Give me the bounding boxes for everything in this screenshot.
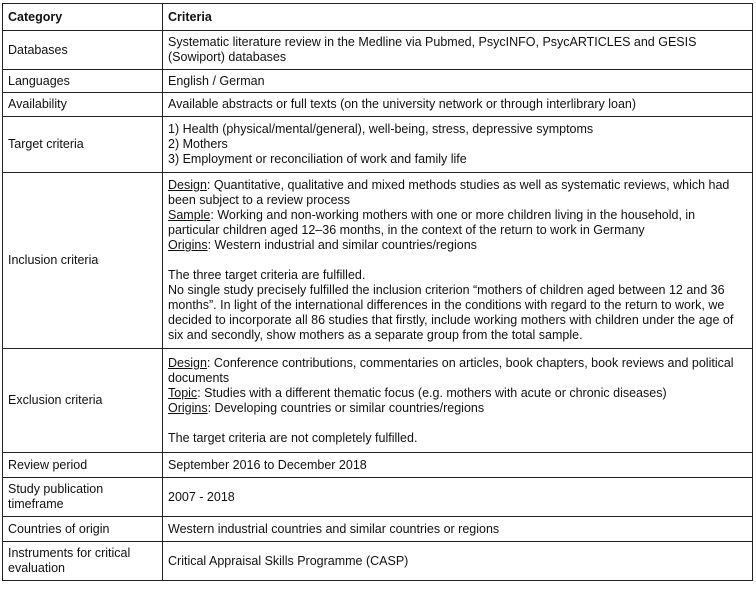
- table-row: [3, 517, 753, 542]
- header-category: Category: [3, 4, 163, 31]
- target-item: 3) Employment or reconciliation of work and family life: [168, 152, 467, 166]
- table-row: [3, 117, 753, 173]
- origins-label: Origins: [168, 400, 208, 415]
- origins-label: Origins: [168, 238, 208, 252]
- design-label: Design: [168, 178, 207, 192]
- table-row: [3, 93, 753, 117]
- inclusion-fulfilled: The three target criteria are fulfilled.: [168, 268, 366, 282]
- row-category: Target criteria: [3, 117, 163, 173]
- row-category: Inclusion criteria: [3, 173, 163, 349]
- spacer: [168, 416, 747, 431]
- table-row: [3, 349, 753, 453]
- table-row: [3, 478, 753, 517]
- row-criteria: 2007 - 2018: [163, 478, 753, 517]
- row-criteria: September 2016 to December 2018: [163, 453, 753, 478]
- header-criteria: Criteria: [163, 4, 753, 31]
- topic-text: : Studies with a different thematic focus (e.g. mothers with acute or chronic diseases): [197, 385, 667, 400]
- inclusion-origins: [168, 238, 747, 253]
- topic-label: Topic: [168, 385, 198, 400]
- origins-text: : Developing countries or similar countries/regions: [207, 400, 485, 415]
- row-category: Study publication timeframe: [3, 478, 163, 517]
- spacer: [168, 253, 747, 268]
- table-row: [3, 31, 753, 70]
- exclusion-topic: [168, 386, 747, 401]
- row-criteria: [163, 117, 753, 173]
- table-row: [3, 453, 753, 478]
- table-row: [3, 70, 753, 93]
- row-criteria: Systematic literature review in the Medline via Pubmed, PsycINFO, PsycARTICLES and GESIS (Sowiport) databases: [163, 31, 753, 70]
- origins-text: : Western industrial and similar countries/regions: [207, 238, 477, 252]
- row-criteria: Critical Appraisal Skills Programme (CASP): [163, 542, 753, 581]
- row-criteria: [163, 173, 753, 349]
- exclusion-design: [168, 356, 747, 386]
- row-criteria: [163, 349, 753, 453]
- inclusion-note: No single study precisely fulfilled the inclusion criterion “mothers of children aged between 12 and 36 months”. In light of the international differences in the conditions with regard to the return to work, we decided to incorporate all 86 studies that firstly, include working mothers with children under the age of six and secondly, show mothers as a separate group from the total sample.: [168, 283, 734, 342]
- row-category: Availability: [3, 93, 163, 117]
- table-row: [3, 173, 753, 349]
- exclusion-origins: [168, 401, 747, 416]
- design-text: : Conference contributions, commentaries on articles, book chapters, book reviews and political documents: [168, 355, 734, 385]
- row-category: Review period: [3, 453, 163, 478]
- row-category: Countries of origin: [3, 517, 163, 542]
- inclusion-sample: [168, 208, 747, 238]
- row-category: Databases: [3, 31, 163, 70]
- table-header-row: [3, 4, 753, 31]
- row-category: Instruments for critical evaluation: [3, 542, 163, 581]
- target-item: 1) Health (physical/mental/general), well-being, stress, depressive symptoms: [168, 122, 594, 136]
- target-item: 2) Mothers: [168, 137, 228, 151]
- design-text: : Quantitative, qualitative and mixed methods studies as well as systematic reviews, which had been subject to a review process: [168, 178, 730, 207]
- exclusion-not-fulfilled: The target criteria are not completely fulfilled.: [168, 430, 418, 445]
- sample-text: : Working and non-working mothers with one or more children living in the household, in particular children aged 12–36 months, in the context of the return to work in Germany: [168, 208, 696, 237]
- design-label: Design: [168, 355, 207, 370]
- row-category: Languages: [3, 70, 163, 93]
- row-category: Exclusion criteria: [3, 349, 163, 453]
- criteria-table: [2, 3, 753, 581]
- table-row: [3, 542, 753, 581]
- row-criteria: English / German: [163, 70, 753, 93]
- inclusion-design: [168, 178, 747, 208]
- row-criteria: Western industrial countries and similar countries or regions: [163, 517, 753, 542]
- row-criteria: Available abstracts or full texts (on the university network or through interlibrary loan): [163, 93, 753, 117]
- sample-label: Sample: [168, 208, 211, 222]
